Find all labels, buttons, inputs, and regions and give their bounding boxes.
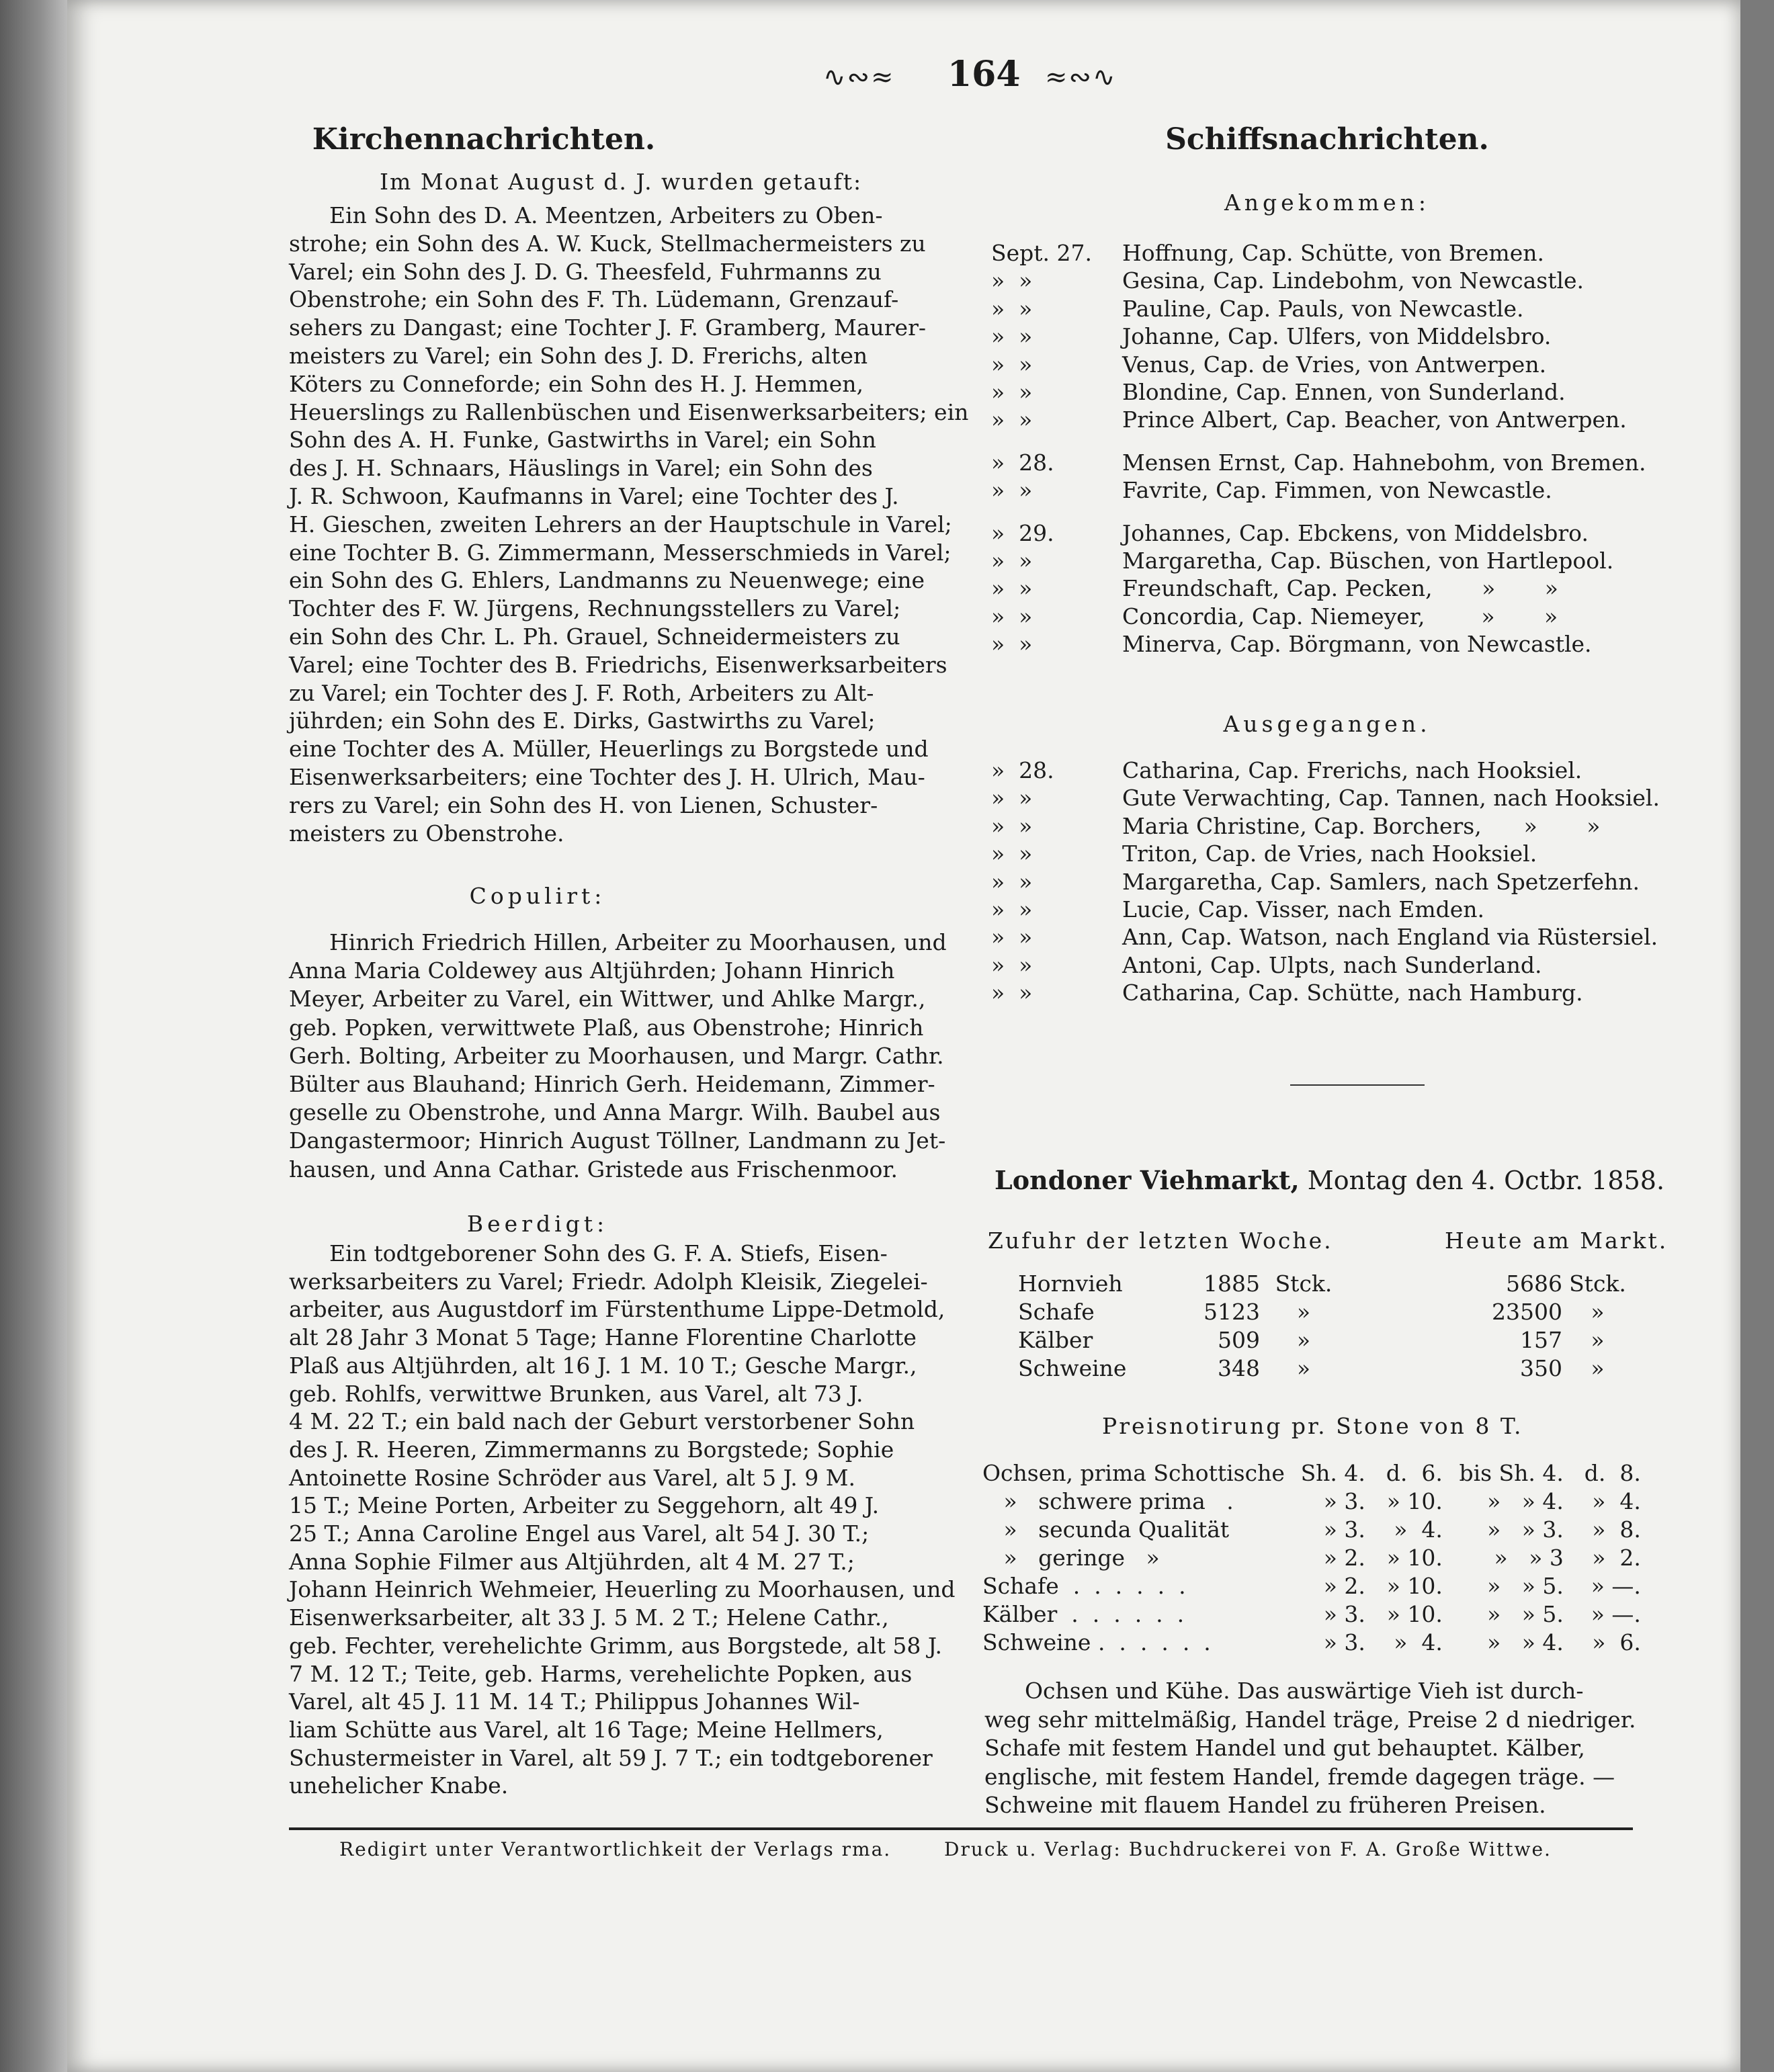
supply-animal: Schweine [1018,1355,1127,1381]
ship-entry: Prince Albert, Cap. Beacher, von Antwerpen. [1122,406,1627,433]
beerdigt-line: 4 M. 22 T.; ein bald nach der Geburt verstorbener Sohn [289,1408,915,1435]
market-report [984,1677,1636,1820]
baptism-intro: Im Monat August d. J. wurden getauft: [380,169,863,195]
price-to-pence: » 6. [1592,1629,1641,1655]
price-row [982,1516,1641,1544]
supply-animal: Kälber [1018,1327,1093,1353]
supply-row [1018,1326,1633,1354]
price-row [982,1629,1641,1657]
price-from-shillings: » 3. [1323,1629,1365,1655]
beerdigt-line: Anna Sophie Filmer aus Altjührden, alt 4 M. 27 T.; [289,1548,855,1575]
ship-entry: Margaretha, Cap. Samlers, nach Spetzerfehn. [1122,868,1640,895]
footer-rule [289,1827,1633,1830]
ship-date: » » [991,812,1033,839]
ship-row [991,322,1663,350]
price-to-shillings: » » 4. [1487,1488,1564,1514]
price-from-pence: d. 6. [1386,1460,1443,1486]
ship-row [991,840,1663,867]
price-row [982,1572,1641,1600]
price-to-shillings: » » 3 [1494,1545,1564,1571]
price-category: Kälber . . . . . . [982,1601,1185,1627]
price-category: Schafe . . . . . . [982,1573,1186,1599]
copulirt-line: Dangastermoor; Hinrich August Töllner, Landmann zu Jet- [289,1127,946,1154]
supply-table [1018,1270,1633,1383]
baptism-line: H. Gieschen, zweiten Lehrers an der Hauptschule in Varel; [289,511,952,537]
baptism-line: Eisenwerksarbeiters; eine Tochter des J. H. Ulrich, Mau- [289,763,925,790]
supply-row [1018,1270,1633,1298]
ship-entry: Johannes, Cap. Ebckens, von Middelsbro. [1122,519,1589,546]
ship-date: » 28. [991,449,1054,476]
supply-header-right: Heute am Markt. [1445,1227,1669,1254]
price-row [982,1459,1641,1487]
price-from-pence: » 4. [1394,1629,1443,1655]
ship-date: » » [991,840,1033,867]
ship-entry: Gute Verwachting, Cap. Tannen, nach Hooksiel. [1122,785,1660,812]
copulirt-line: geb. Popken, verwittwete Plaß, aus Obenstrohe; Hinrich [289,1014,924,1041]
arrived-heading: Angekommen: [1224,189,1431,216]
copulirt-line: Anna Maria Coldewey aus Altjührden; Johann Hinrich [289,957,895,984]
ship-row [991,812,1663,840]
baptism-line: eine Tochter des A. Müller, Heuerlings zu Borgstede und [289,736,929,763]
ship-entry: Catharina, Cap. Schütte, nach Hamburg. [1122,980,1583,1006]
supply-week-count: 348 [1218,1355,1260,1381]
baptism-line: eine Tochter B. G. Zimmermann, Messerschmieds in Varel; [289,539,952,566]
ship-row [991,406,1663,433]
ship-date: Sept. 27. [991,240,1092,266]
ship-row [991,267,1663,294]
price-from-pence: » 10. [1386,1573,1443,1599]
beerdigt-line: Plaß aus Altjührden, alt 16 J. 1 M. 10 T.; Gesche Margr., [289,1352,917,1379]
ship-entry: Ann, Cap. Watson, nach England via Rüstersiel. [1122,924,1658,951]
ship-row [991,951,1663,979]
price-to-shillings: » » 5. [1487,1573,1564,1599]
ship-entry: Margaretha, Cap. Büschen, von Hartlepool. [1122,547,1614,574]
copulirt-line: hausen, und Anna Cathar. Gristede aus Frischenmoor. [289,1156,898,1182]
beerdigt-line: werksarbeiters zu Varel; Friedr. Adolph Kleisik, Ziegelei- [289,1268,928,1295]
ship-date: » 28. [991,757,1054,783]
market-heading [995,1166,1664,1195]
supply-row [1018,1354,1633,1383]
supply-animal: Schafe [1018,1299,1095,1325]
copulirt-list [289,929,947,1184]
price-to-pence: » —. [1591,1573,1641,1599]
ship-entry: Favrite, Cap. Fimmen, von Newcastle. [1122,477,1552,504]
ship-row [991,351,1663,378]
baptism-line: ein Sohn des Chr. L. Ph. Grauel, Schneidermeisters zu [289,623,900,650]
ship-entry: Mensen Ernst, Cap. Hahnebohm, von Bremen. [1122,449,1646,476]
copulirt-line: Gerh. Bolting, Arbeiter zu Moorhausen, und Margr. Cathr. [289,1042,944,1069]
price-from-shillings: » 3. [1323,1601,1365,1627]
book-binding [0,0,67,2072]
ship-row [991,784,1663,812]
ship-date: » » [991,924,1033,951]
price-from-pence: » 4. [1394,1516,1443,1543]
baptism-line: jührden; ein Sohn des E. Dirks, Gastwirths zu Varel; [289,707,876,734]
beerdigt-line: alt 28 Jahr 3 Monat 5 Tage; Hanne Florentine Charlotte [289,1324,917,1351]
market-heading-date: Montag den 4. Octbr. 1858. [1307,1166,1665,1195]
price-from-shillings: » 2. [1323,1545,1365,1571]
price-category: » geringe » [982,1545,1160,1571]
price-row [982,1487,1641,1516]
ship-entry: Venus, Cap. de Vries, von Antwerpen. [1122,351,1547,378]
supply-today-count: 5686 [1506,1270,1562,1297]
ship-date: » » [991,547,1033,574]
market-report-line: englische, mit festem Handel, fremde dagegen träge. — [984,1763,1615,1790]
ship-date: » » [991,477,1033,504]
baptism-line: Köters zu Conneforde; ein Sohn des H. J. Hemmen, [289,370,863,397]
ship-entry: Johanne, Cap. Ulfers, von Middelsbro. [1122,323,1552,350]
ship-date: » » [991,351,1033,378]
ship-row [991,923,1663,951]
baptism-line: meisters zu Varel; ein Sohn des J. D. Frerichs, alten [289,342,868,369]
ship-row [991,378,1663,406]
price-category: » schwere prima . [982,1488,1234,1514]
market-report-line: weg sehr mittelmäßig, Handel träge, Preise 2 d niedriger. [984,1706,1636,1733]
ship-date: » » [991,603,1033,630]
ship-entry: Hoffnung, Cap. Schütte, von Bremen. [1122,240,1544,266]
baptism-line: J. R. Schwoon, Kaufmanns in Varel; eine Tochter des J. [289,482,899,509]
baptism-line: Tochter des F. W. Jürgens, Rechnungsstellers zu Varel; [289,595,901,622]
beerdigt-line: geb. Fechter, verehelichte Grimm, aus Borgstede, alt 58 J. [289,1632,943,1659]
price-from-shillings: Sh. 4. [1300,1460,1365,1486]
ship-row [991,449,1663,476]
beerdigt-line: unehelicher Knabe. [289,1772,509,1799]
market-report-line: Ochsen und Kühe. Das auswärtige Vieh ist durch- [1025,1678,1584,1704]
page-number: 164 [947,54,1021,95]
ship-row [991,519,1663,547]
ship-row [991,868,1663,896]
beerdigt-line: Schustermeister in Varel, alt 59 J. 7 T.; ein todtgeborener [289,1744,933,1771]
price-category: Schweine . . . . . . [982,1629,1211,1655]
ship-row [991,476,1663,504]
row-gap [991,434,1663,449]
ship-row [991,630,1663,658]
beerdigt-line: geb. Rohlfs, verwittwe Brunken, aus Varel, alt 73 J. [289,1380,863,1407]
ship-date: » » [991,323,1033,350]
ship-row [991,603,1663,630]
ship-row [991,896,1663,923]
beerdigt-line: 7 M. 12 T.; Teite, geb. Harms, verehelichte Popken, aus [289,1660,913,1687]
beerdigt-heading: Beerdigt: [466,1211,609,1237]
ship-date: » » [991,785,1033,812]
price-to-pence: d. 8. [1584,1460,1641,1486]
supply-week-count: 5123 [1203,1299,1260,1325]
copulirt-heading: Copulirt: [469,883,606,909]
ship-date: » » [991,378,1033,405]
right-heading: Schiffsnachrichten. [1165,122,1489,157]
ship-row [991,295,1663,322]
beerdigt-line: liam Schütte aus Varel, alt 16 Tage; Meine Hellmers, [289,1716,884,1743]
beerdigt-line: Johann Heinrich Wehmeier, Heuerling zu Moorhausen, und [289,1576,956,1603]
left-heading: Kirchennachrichten. [312,122,656,157]
ship-entry: Blondine, Cap. Ennen, von Sunderland. [1122,378,1566,405]
baptism-line: Ein Sohn des D. A. Meentzen, Arbeiters zu Oben- [329,202,883,228]
supply-unit: » [1591,1355,1605,1381]
baptism-line: des J. H. Schnaars, Häuslings in Varel; ein Sohn des [289,455,873,482]
ship-entry: Antoni, Cap. Ulpts, nach Sunderland. [1122,951,1542,978]
supply-today-count: 157 [1520,1327,1562,1353]
departed-list [991,757,1663,1007]
market-report-line: Schafe mit festem Handel und gut behauptet. Kälber, [984,1735,1585,1761]
supply-today-count: 23500 [1492,1299,1562,1325]
supply-header-left: Zufuhr der letzten Woche. [988,1227,1333,1254]
supply-row [1018,1298,1633,1326]
price-from-pence: » 10. [1386,1488,1443,1514]
copulirt-line: Bülter aus Blauhand; Hinrich Gerh. Heidemann, Zimmer- [289,1071,935,1098]
footer-editor: Redigirt unter Verantwortlichkeit der Verlags rma. [339,1838,892,1860]
price-to-pence: » 8. [1592,1516,1641,1543]
ornament-left: ∿∾≈ [823,62,895,93]
copulirt-line: Meyer, Arbeiter zu Varel, ein Wittwer, und Ahlke Margr., [289,986,926,1012]
ship-entry: Gesina, Cap. Lindebohm, von Newcastle. [1122,267,1585,294]
price-to-shillings: » » 4. [1487,1629,1564,1655]
ornament-right: ≈∾∿ [1045,62,1117,93]
market-heading-bold: Londoner Viehmarkt, [995,1165,1300,1195]
ship-row [991,757,1663,784]
beerdigt-line: des J. R. Heeren, Zimmermanns zu Borgstede; Sophie [289,1436,894,1463]
price-to-shillings: » » 5. [1487,1601,1564,1627]
price-from-shillings: » 3. [1323,1488,1365,1514]
beerdigt-line: 15 T.; Meine Porten, Arbeiter zu Seggehorn, alt 49 J. [289,1492,880,1519]
supply-animal: Hornvieh [1018,1270,1123,1297]
ship-date: » » [991,575,1033,602]
supply-unit: » [1591,1299,1605,1325]
beerdigt-line: Eisenwerksarbeiter, alt 33 J. 5 M. 2 T.; Helene Cathr., [289,1604,889,1631]
arrived-list [991,239,1663,658]
beerdigt-line: Ein todtgeborener Sohn des G. F. A. Stiefs, Eisen- [329,1240,888,1266]
price-category: » secunda Qualität [982,1516,1230,1543]
ship-row [991,979,1663,1006]
price-to-pence: » 2. [1592,1545,1641,1571]
beerdigt-line: 25 T.; Anna Caroline Engel aus Varel, alt 54 J. 30 T.; [289,1520,870,1547]
page-edge-shadow [1740,0,1774,2072]
supply-unit: Stck. [1569,1270,1626,1297]
ship-row [991,574,1663,602]
price-to-shillings: » » 3. [1487,1516,1564,1543]
section-divider [1290,1084,1425,1086]
supply-today-count: 350 [1520,1355,1562,1381]
baptism-line: ein Sohn des G. Ehlers, Landmanns zu Neuenwege; eine [289,567,925,594]
supply-unit: » [1296,1299,1311,1325]
ship-date: » » [991,980,1033,1006]
ship-entry: Catharina, Cap. Frerichs, nach Hooksiel. [1122,757,1582,783]
ship-date: » 29. [991,519,1054,546]
ship-entry: Freundschaft, Cap. Pecken, » » [1122,575,1558,602]
supply-unit: » [1296,1355,1311,1381]
baptism-line: zu Varel; ein Tochter des J. F. Roth, Arbeiters zu Alt- [289,679,874,706]
ship-date: » » [991,267,1033,294]
ship-entry: Lucie, Cap. Visser, nach Emden. [1122,896,1485,922]
price-header: Preisnotirung pr. Stone von 8 T. [1102,1413,1523,1439]
baptism-line: meisters zu Obenstrohe. [289,820,564,847]
ship-date: » » [991,896,1033,922]
ship-row [991,547,1663,574]
ship-date: » » [991,406,1033,433]
baptism-line: sehers zu Dangast; eine Tochter J. F. Gramberg, Maurer- [289,314,926,341]
baptism-line: Sohn des A. H. Funke, Gastwirths in Varel; ein Sohn [289,427,876,454]
copulirt-line: Hinrich Friedrich Hillen, Arbeiter zu Moorhausen, und [329,929,947,955]
price-category: Ochsen, prima Schottische [982,1460,1285,1486]
ship-date: » » [991,631,1033,658]
price-from-shillings: » 2. [1323,1573,1365,1599]
price-from-pence: » 10. [1386,1601,1443,1627]
ship-entry: Minerva, Cap. Börgmann, von Newcastle. [1122,631,1592,658]
baptism-line: Varel; ein Sohn des J. D. G. Theesfeld, Fuhrmanns zu [289,258,882,285]
beerdigt-line: Antoinette Rosine Schröder aus Varel, alt 5 J. 9 M. [289,1464,856,1491]
supply-unit: Stck. [1275,1270,1333,1297]
ship-date: » » [991,868,1033,895]
beerdigt-list [289,1240,956,1800]
ship-entry: Pauline, Cap. Pauls, von Newcastle. [1122,295,1524,322]
supply-unit: » [1591,1327,1605,1353]
ship-entry: Concordia, Cap. Niemeyer, » » [1122,603,1558,630]
ship-date: » » [991,951,1033,978]
price-from-shillings: » 3. [1323,1516,1365,1543]
supply-week-count: 509 [1218,1327,1260,1353]
beerdigt-line: Varel, alt 45 J. 11 M. 14 T.; Philippus Johannes Wil- [289,1688,860,1715]
ship-entry: Maria Christine, Cap. Borchers, » » [1122,812,1601,839]
baptism-line: Obenstrohe; ein Sohn des F. Th. Lüdemann, Grenzauf- [289,286,899,313]
supply-unit: » [1296,1327,1311,1353]
baptism-line: Varel; eine Tochter des B. Friedrichs, Eisenwerksarbeiters [289,651,947,678]
baptism-line: rers zu Varel; ein Sohn des H. von Lienen, Schuster- [289,791,878,818]
baptism-list [289,202,969,847]
footer-printer: Druck u. Verlag: Buchdruckerei von F. A. Große Wittwe. [944,1838,1552,1860]
price-to-pence: » 4. [1592,1488,1641,1514]
beerdigt-line: arbeiter, aus Augustdorf im Fürstenthume Lippe-Detmold, [289,1296,945,1323]
price-row [982,1600,1641,1629]
baptism-line: strohe; ein Sohn des A. W. Kuck, Stellmachermeisters zu [289,230,926,257]
supply-week-count: 1885 [1203,1270,1260,1297]
price-to-pence: » —. [1591,1601,1641,1627]
row-gap [991,505,1663,519]
price-to-shillings: bis Sh. 4. [1459,1460,1564,1486]
ship-date: » » [991,295,1033,322]
price-table [982,1459,1641,1657]
departed-heading: Ausgegangen. [1223,711,1431,737]
ship-entry: Triton, Cap. de Vries, nach Hooksiel. [1122,840,1537,867]
market-report-line: Schweine mit flauem Handel zu früheren Preisen. [984,1792,1546,1818]
price-from-pence: » 10. [1386,1545,1443,1571]
ship-row [991,239,1663,267]
price-row [982,1544,1641,1572]
baptism-line: Heuerslings zu Rallenbüschen und Eisenwerksarbeiters; ein [289,398,969,425]
copulirt-line: geselle zu Obenstrohe, und Anna Margr. Wilh. Baubel aus [289,1099,941,1126]
